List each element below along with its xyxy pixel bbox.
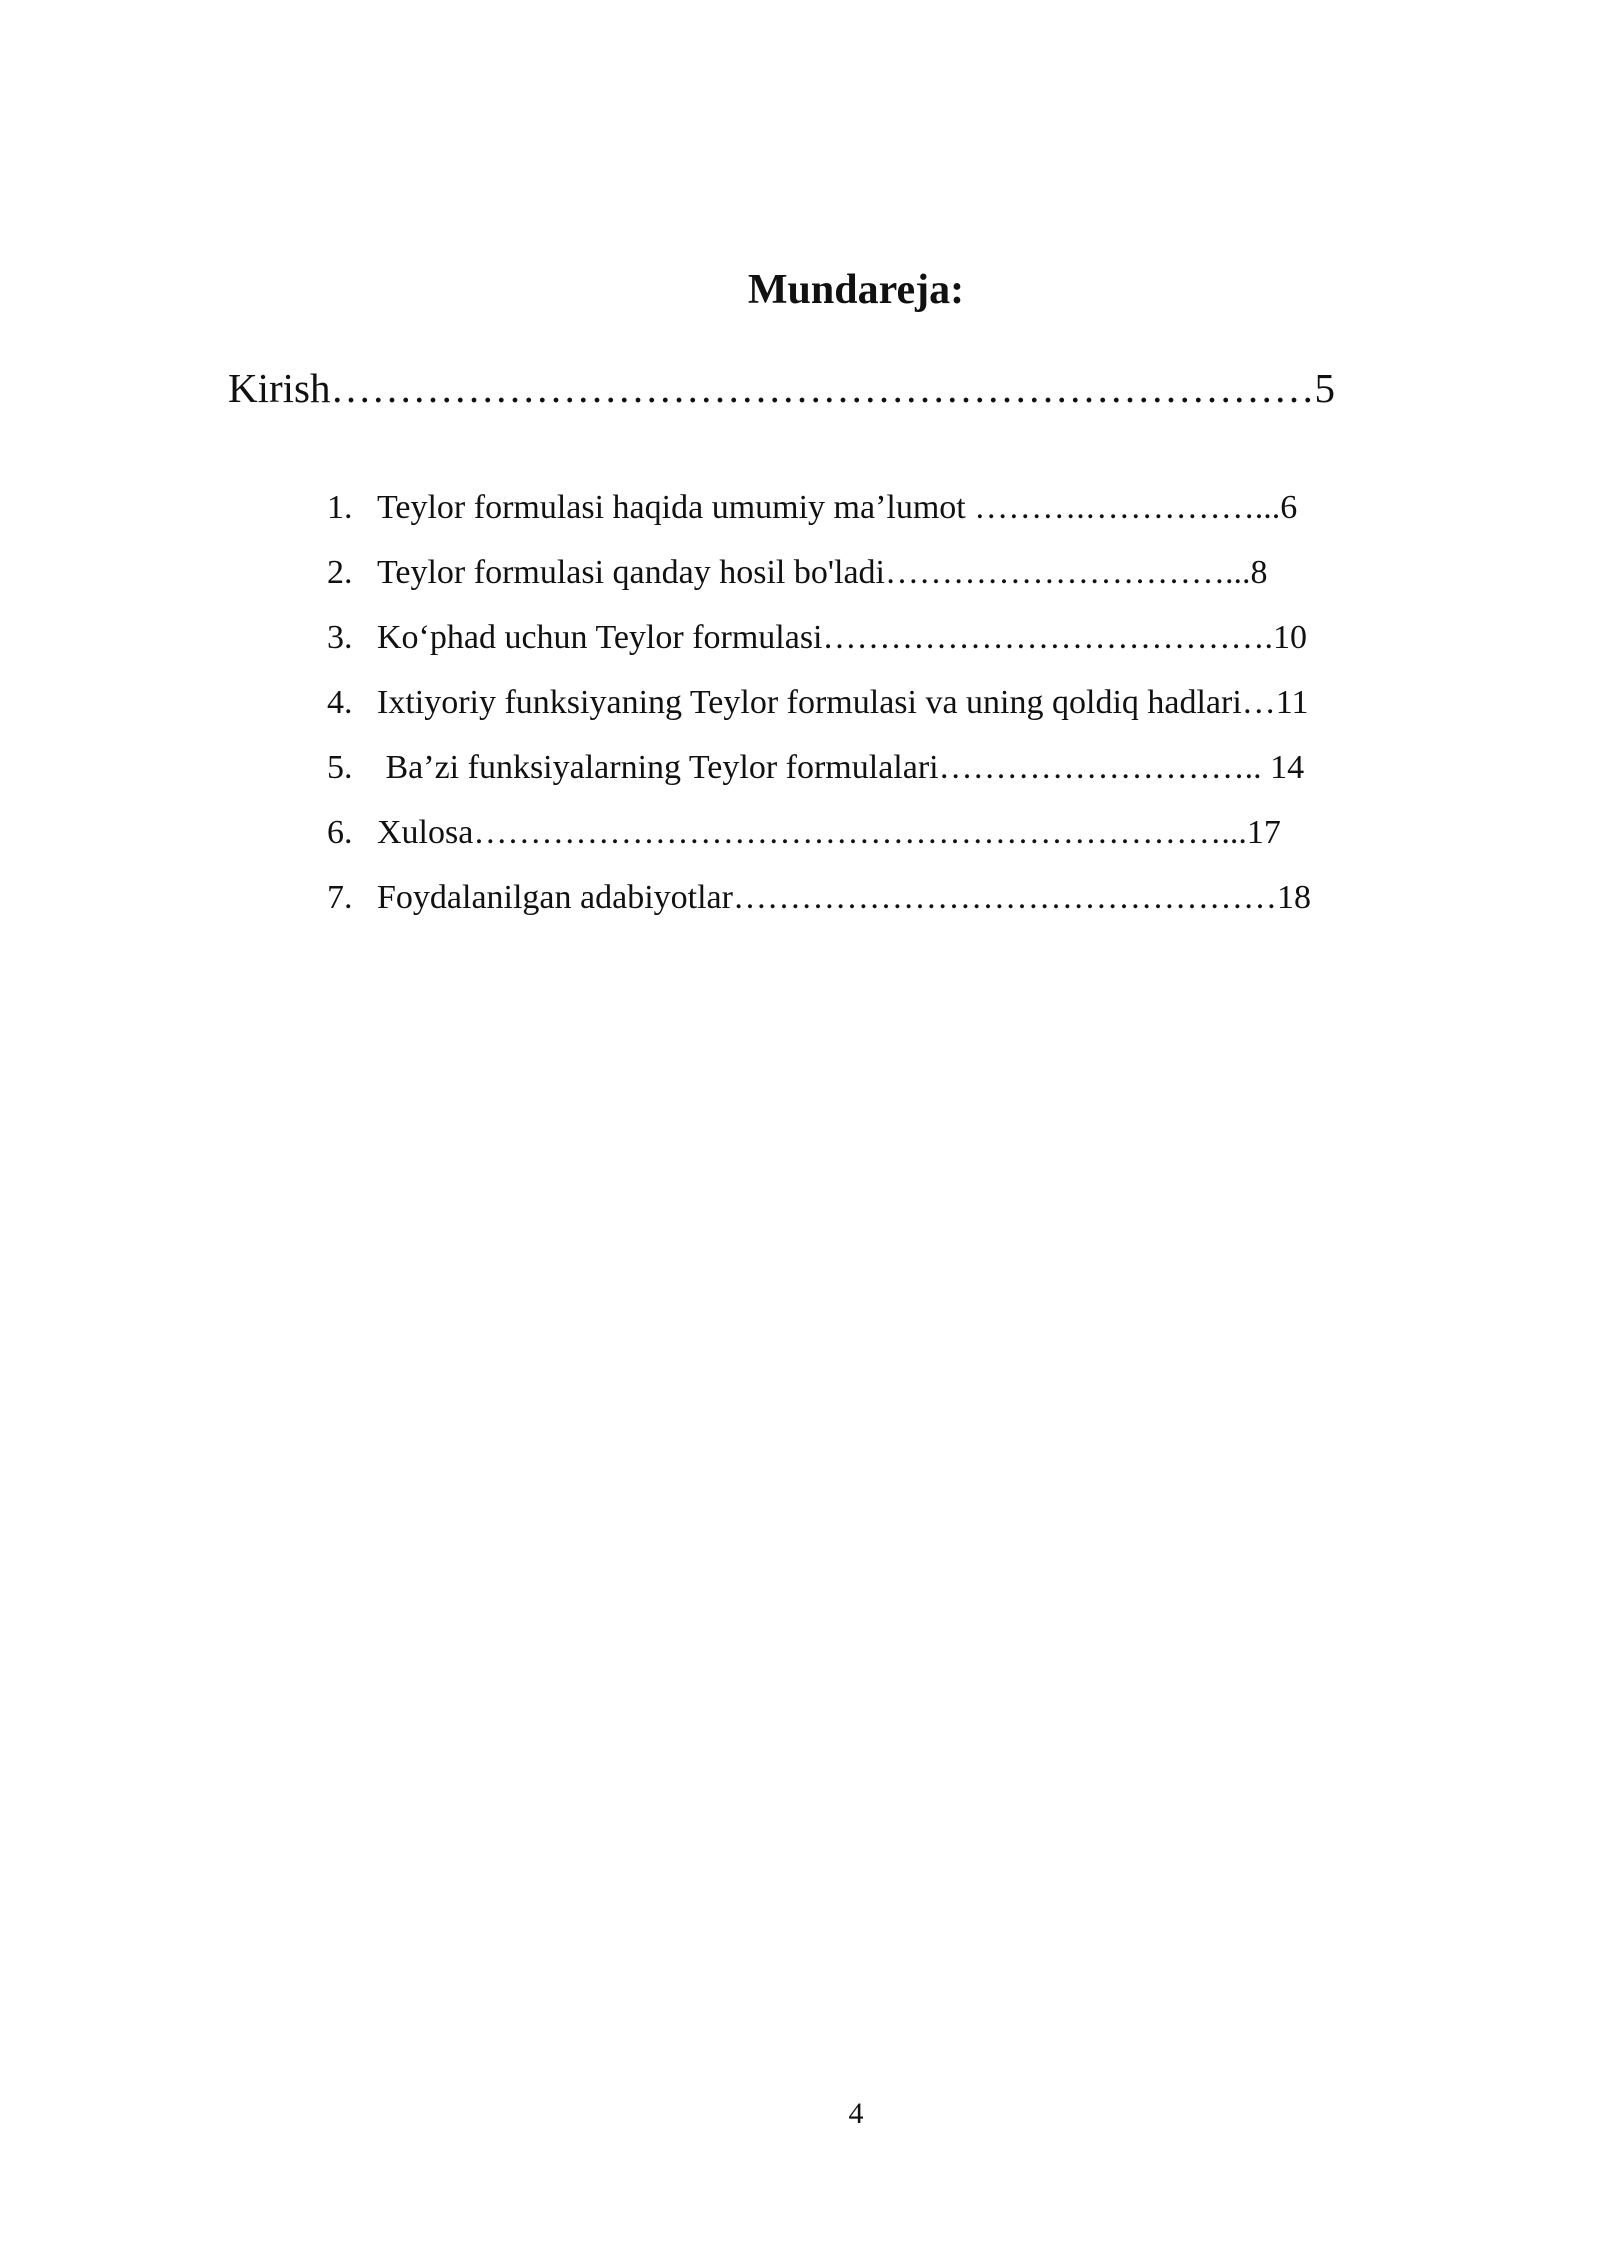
toc-item-number: 2. xyxy=(327,554,353,591)
toc-item-number: 5. xyxy=(327,749,353,786)
toc-item-number: 3. xyxy=(327,619,353,656)
toc-item-text: Foydalanilgan adabiyotlar…………………………………………18 xyxy=(377,879,1311,916)
toc-item-text: Ba’zi funksiyalarning Teylor formulalari……………………….. 14 xyxy=(377,749,1305,786)
toc-intro-entry: Kirish………………………………………………………………5 xyxy=(228,365,1335,411)
toc-item xyxy=(276,410,1311,526)
toc-item-number: 4. xyxy=(327,684,353,721)
toc-item-number: 7. xyxy=(327,879,353,916)
toc-item-text: Xulosa…………………………………………………………...17 xyxy=(377,814,1281,851)
toc-item-number: 6. xyxy=(327,814,353,851)
toc-item-text: Ixtiyoriy funksiyaning Teylor formulasi va uning qoldiq hadlari…11 xyxy=(377,684,1309,721)
toc-item-text: Teylor formulasi qanday hosil bo'ladi…………………………...8 xyxy=(377,554,1268,591)
toc-item-text: Ko‘phad uchun Teylor formulasi………………………………….10 xyxy=(377,619,1308,656)
toc-item-text: Teylor formulasi haqida umumiy ma’lumot ……….……………...6 xyxy=(377,489,1298,526)
page-title: Mundareja: xyxy=(747,267,965,313)
table-of-contents xyxy=(276,410,1311,916)
page-number: 4 xyxy=(848,2097,864,2130)
toc-item-number: 1. xyxy=(327,489,353,526)
